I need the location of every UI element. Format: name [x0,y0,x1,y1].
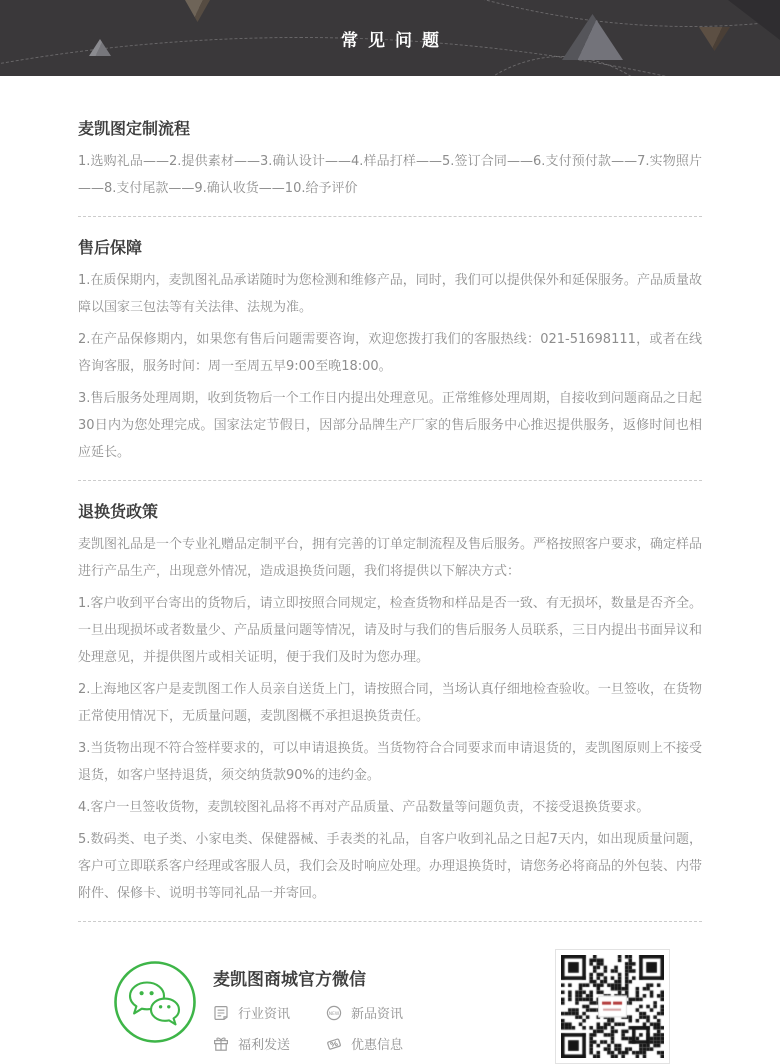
section-custom-process [78,116,702,202]
new-badge-icon [326,1005,342,1021]
feature-industry-news [213,1003,290,1022]
wechat-info-block [213,960,403,1053]
decor-triangle-small-left [89,39,111,56]
page-header-banner [0,0,780,76]
decor-triangle-down-right [699,27,730,51]
policy-paragraph: 1.客户收到平台寄出的货物后，请立即按照合同规定，检查货物和样品是否一致、有无损坏，数量是否齐全。一旦出现损坏或者数量少、产品质量问题等情况，请及时与我们的售后服务人员联系，三日内提出书面异议和处理意见，并提供图片或相关证明，便于我们及时为您办理。 [78,596,703,665]
decor-triangle-down-left [185,0,210,22]
policy-paragraph: 5.数码类、电子类、小家电类、保健器械、手表类的礼品，自客户收到礼品之日起7天内，如出现质量问题，客户可立即联系客户经理或客服人员，我们会及时响应处理。办理退换货时，请您务必将商品的外包装、内带附件、保修卡、说明书等同礼品一并寄回。 [78,832,703,901]
wechat-qr-code [555,949,670,1064]
policy-paragraph: 3.售后服务处理周期，收到货物后一个工作日内提出处理意见。正常维修处理周期，自接收到问题商品之日起30日内为您处理完成。国家法定节假日，因部分品牌生产厂家的售后服务中心推迟提供服务，返修时间也相应延长。 [78,391,702,460]
wechat-footer [0,940,780,1053]
feature-benefits [213,1034,290,1053]
dashed-divider [78,921,702,922]
feature-discount-info [326,1034,403,1053]
policy-paragraph: 3.当货物出现不符合签样要求的，可以申请退换货。当货物符合合同要求而申请退货的，麦凯图原则上不接受退货，如客户坚持退货，须交纳货款90%的违约金。 [78,741,702,783]
wechat-account-title: 麦凯图商城官方微信 [213,970,366,990]
wechat-icon [113,960,197,1044]
policy-paragraph: 1.在质保期内，麦凯图礼品承诺随时为您检测和维修产品，同时，我们可以提供保外和延保服务。产品质量故障以国家三包法等有关法律、法规为准。 [78,273,702,315]
decor-dashed-circle-small [432,56,692,76]
decor-dashed-arc-right [0,0,780,27]
policy-paragraph: 4.客户一旦签收货物，麦凯较图礼品将不再对产品质量、产品数量等问题负责，不接受退换货要求。 [78,800,650,815]
gift-icon [213,1036,229,1052]
feature-new-arrivals [326,1003,403,1022]
process-steps-text: 1.选购礼品——2.提供素材——3.确认设计——4.样品打样——5.签订合同——6.支付预付款——7.实物照片——8.支付尾款——9.确认收货——10.给予评价 [78,154,702,196]
wechat-qr-canvas [561,955,664,1058]
wechat-feature-list [213,1003,403,1053]
page-title: 常见问题 [341,30,449,51]
section-heading: 售后保障 [78,238,143,257]
news-doc-icon [213,1005,229,1021]
decor-triangle-large-right [562,14,623,60]
decor-corner-shade [728,0,780,40]
new-badge-text: NEW [328,1011,340,1017]
section-heading: 退换货政策 [78,502,159,521]
section-heading: 麦凯图定制流程 [78,119,191,138]
feature-label: 优惠信息 [351,1038,404,1053]
policy-paragraph: 麦凯图礼品是一个专业礼赠品定制平台，拥有完善的订单定制流程及售后服务。严格按照客户要求，确定样品进行产品生产，出现意外情况，造成退换货问题，我们将提供以下解决方式： [78,537,703,579]
dashed-divider [78,216,702,217]
section-return-policy [78,499,702,907]
policy-paragraph: 2.在产品保修期内，如果您有售后问题需要咨询，欢迎您拨打我们的客服热线：021-51698111，或者在线咨询客服，服务时间：周一至周五早9:00至晚18:00。 [78,332,702,374]
dashed-divider [78,480,702,481]
coupon-icon [326,1036,342,1052]
feature-label: 新品资讯 [351,1007,404,1022]
feature-label: 福利发送 [238,1038,291,1053]
faq-content [0,76,780,922]
policy-paragraph: 2.上海地区客户是麦凯图工作人员亲自送货上门，请按照合同，当场认真仔细地检查验收。一旦签收，在货物正常使用情况下，无质量问题，麦凯图概不承担退换货责任。 [78,682,702,724]
feature-label: 行业资讯 [238,1007,291,1022]
section-after-sales [78,235,702,466]
